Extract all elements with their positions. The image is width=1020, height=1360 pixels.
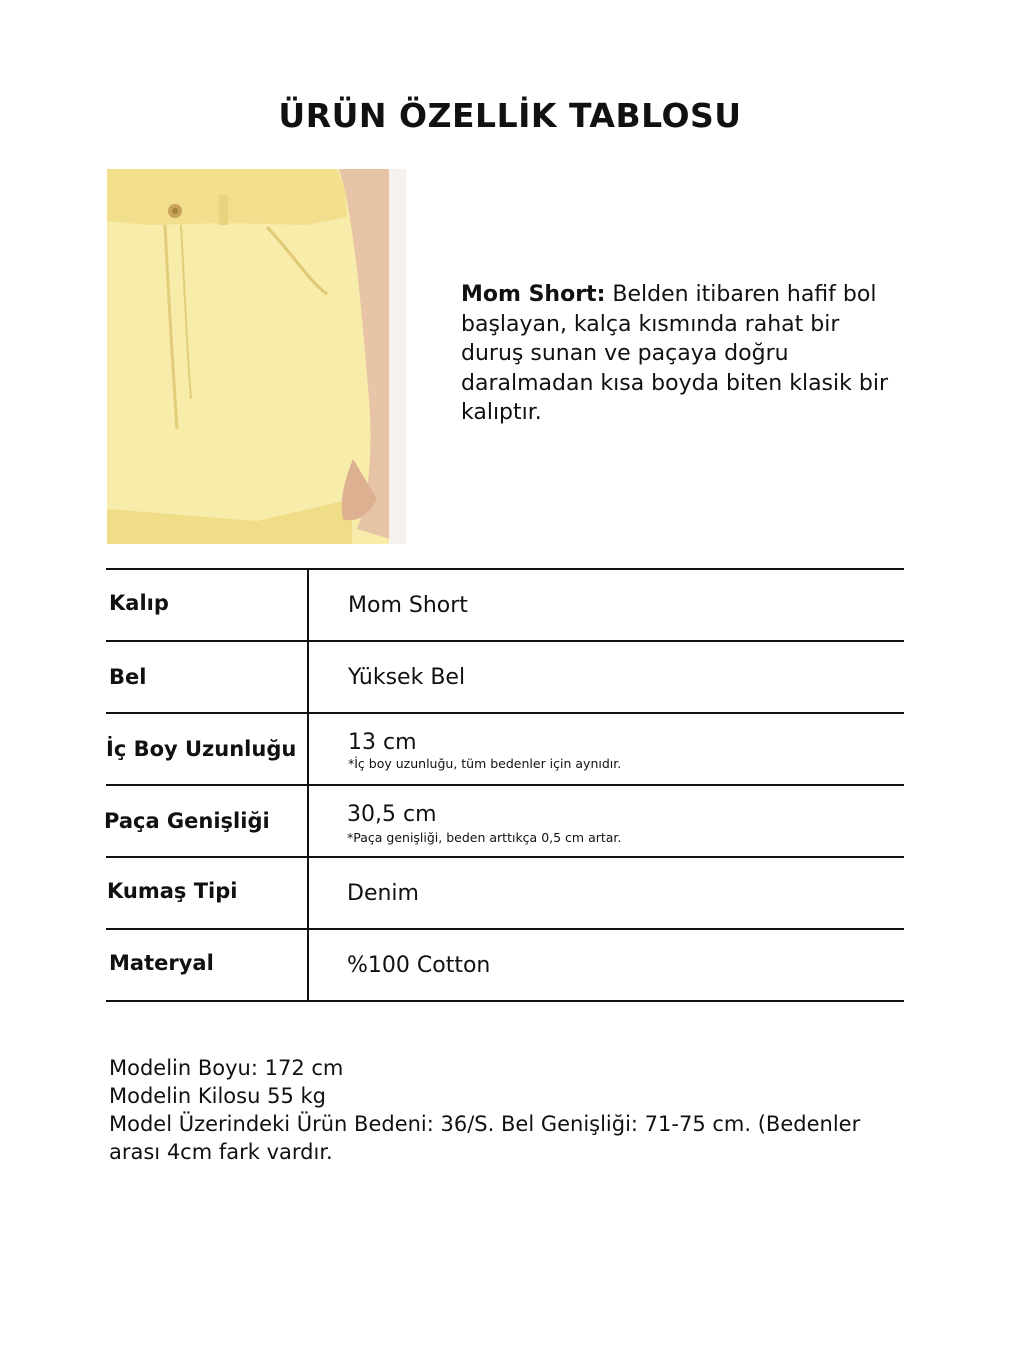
spec-value: %100 Cotton [347,953,491,978]
spec-note: *Paça genişliği, beden arttıkça 0,5 cm artar. [347,830,622,845]
column-divider [307,714,309,784]
column-divider [307,642,309,712]
spec-value: Denim [347,881,419,906]
spec-label: Kumaş Tipi [107,879,238,903]
model-weight: Modelin Kilosu 55 kg [109,1084,326,1108]
spec-note: *İç boy uzunluğu, tüm bedenler için aynıdır. [348,756,622,771]
column-divider [307,930,309,1000]
spec-row [106,712,904,784]
column-divider [307,786,309,856]
product-description [461,280,901,428]
spec-row [106,928,904,1002]
description-text: Belden itibaren hafif bol başlayan, kalça kısmında rahat bir duruş sunan ve paçaya doğru daralmadan kısa boyda biten klasik bir kalıptır. [461,282,888,425]
spec-value: Mom Short [348,593,468,618]
page-title: ÜRÜN ÖZELLİK TABLOSU [278,96,742,135]
spec-value: Yüksek Bel [348,665,466,690]
spec-table [106,568,904,1002]
spec-value: 30,5 cm [347,802,437,827]
product-photo [107,169,406,544]
spec-row [106,640,904,712]
spec-row [106,568,904,640]
spec-row [106,784,904,856]
column-divider [307,858,309,928]
spec-label: Bel [109,665,147,689]
spec-label: İç Boy Uzunluğu [106,737,297,761]
model-info [109,1054,909,1166]
column-divider [307,570,309,640]
description-heading: Mom Short: [461,282,606,307]
spec-value: 13 cm [348,730,417,755]
spec-row [106,856,904,928]
spec-label: Paça Genişliği [104,809,270,833]
model-size-note: Model Üzerindeki Ürün Bedeni: 36/S. Bel Genişliği: 71-75 cm. (Bedenler arası 4cm fark vardır. [109,1112,861,1164]
spec-label: Kalıp [109,591,169,615]
spec-label: Materyal [109,951,214,975]
model-height: Modelin Boyu: 172 cm [109,1056,344,1080]
